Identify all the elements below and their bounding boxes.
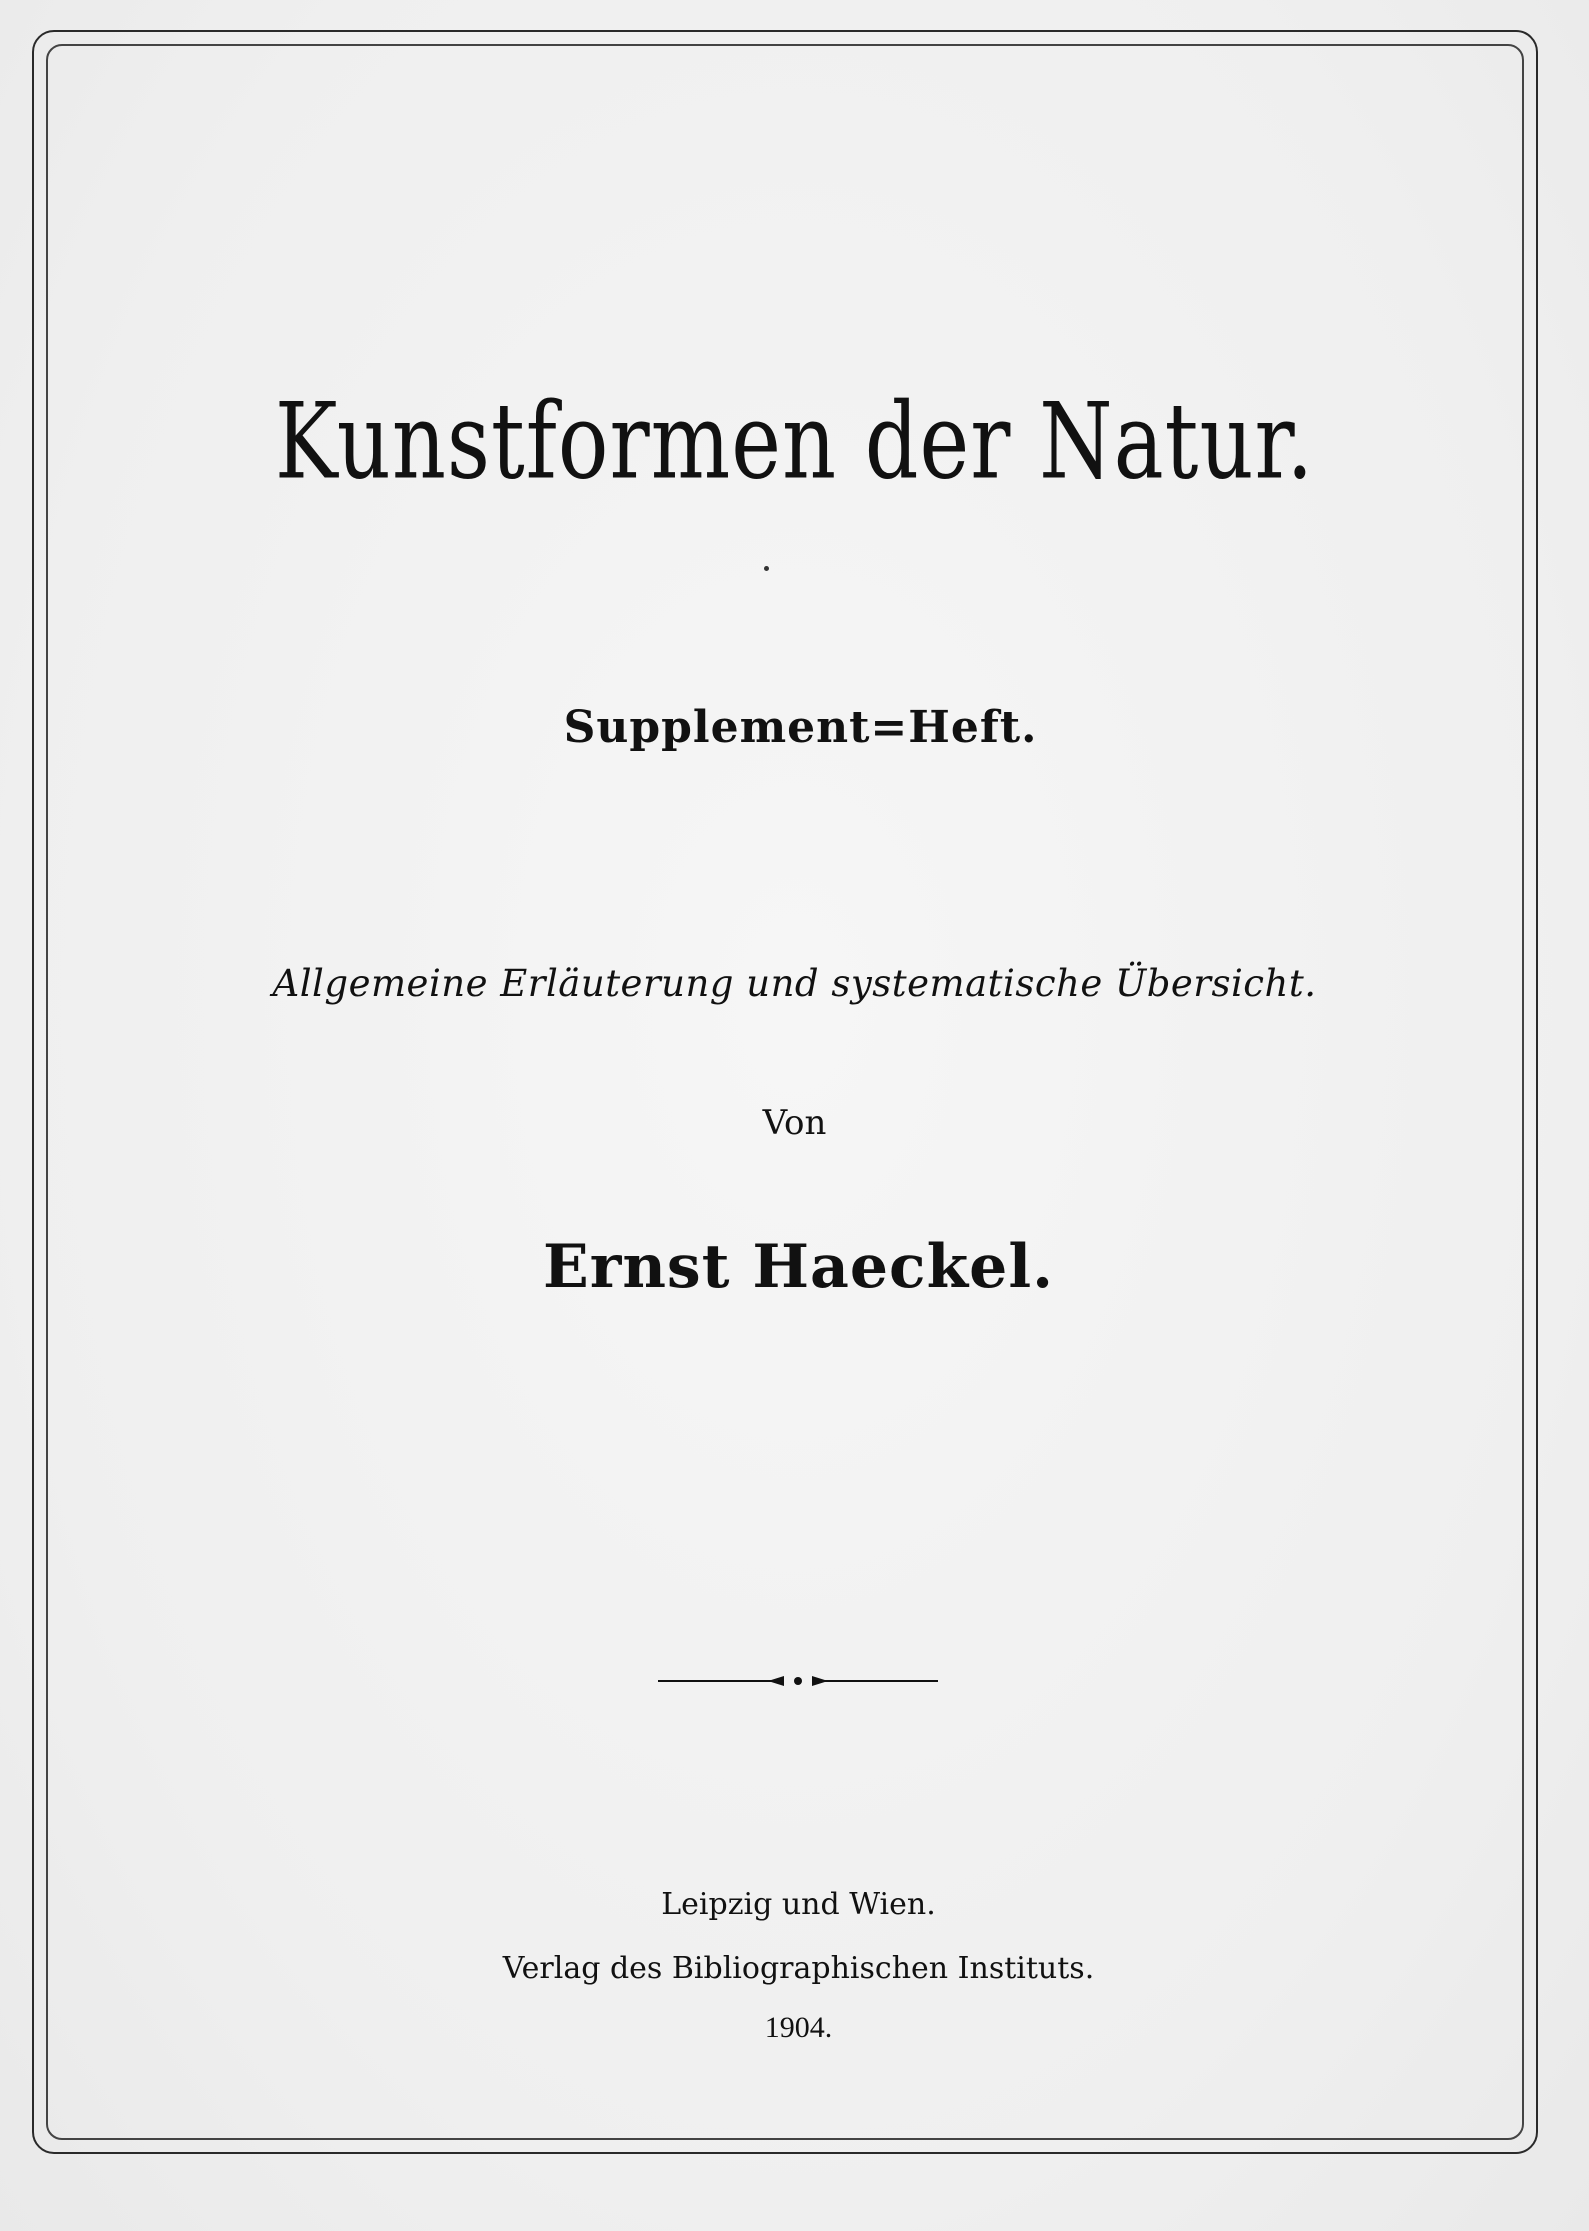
page-border-inner xyxy=(46,44,1524,2140)
by-label: Von xyxy=(762,1103,827,1143)
title-dot-ornament xyxy=(764,566,769,571)
book-title: Kunstformen der Natur. xyxy=(274,380,1315,503)
imprint-place: Leipzig und Wien. xyxy=(661,1887,936,1922)
subtitle: Allgemeine Erläuterung und systematische Übersicht. xyxy=(272,962,1317,1005)
author-name: Ernst Haeckel. xyxy=(542,1232,1055,1302)
imprint-publisher: Verlag des Bibliographischen Instituts. xyxy=(502,1951,1095,1986)
supplement-heading: Supplement=Heft. xyxy=(563,702,1038,753)
divider-ornament xyxy=(658,1673,938,1689)
imprint-year: 1904. xyxy=(764,2011,833,2044)
